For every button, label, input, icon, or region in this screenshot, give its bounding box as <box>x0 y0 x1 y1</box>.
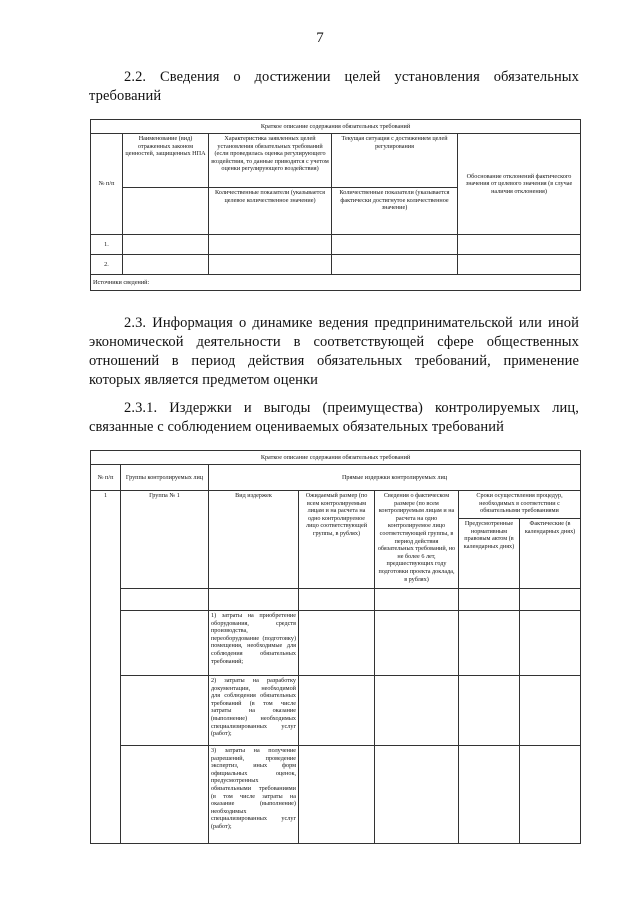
cell-empty <box>299 746 375 844</box>
section-2-3-line3: отношений в период действия обязательных требований, применение <box>89 353 579 369</box>
section-2-3-text <box>89 314 579 390</box>
cost-item-3: 3) затраты на получение разрешений, проведение экспертиз, иных форм официальных оценок, предусмотренных обязательными требованиями (в том числе затраты на оказание (выполнение) необходимых специализированных услуг (работ); <box>209 746 299 844</box>
col-deviation-reason: Обоснование отклонений фактического значения от целевого значения (в случае наличия отклонения) <box>458 134 581 235</box>
cell-empty <box>332 255 458 275</box>
col-direct-costs: Прямые издержки контролируемых лиц <box>209 465 581 491</box>
cost-item-2: 2) затраты на разработку документации, необходимой для соблюдения обязательных требований (в том числе затраты на оказание (выполнение) необходимых специализированных услуг (работ); <box>209 676 299 746</box>
section-2-2-title-line1: 2.2. Сведения о достижении целей установления обязательных <box>124 69 579 85</box>
col-name: Наименование (вид) отраженных законом ценностей, защищенных НПА <box>123 134 209 188</box>
col-characteristic: Характеристика заявленных целей установления обязательных требований (если проведилась оценка регулирующего воздействия, то данные приводятся с учетом оценки регулирующего воздействия) <box>209 134 332 188</box>
cell-empty <box>458 235 581 255</box>
cell-empty <box>299 676 375 746</box>
h-cost-kind: Вид издержек <box>209 491 299 589</box>
page-number: 7 <box>316 30 324 46</box>
col-current-situation: Текущая ситуация с достижением целей регулирования <box>332 134 458 188</box>
group-1: Группа № 1 <box>121 491 209 589</box>
cell-empty <box>375 746 459 844</box>
cell-empty <box>299 589 375 611</box>
sources-row: Источники сведений: <box>91 275 581 291</box>
section-2-3-line1: 2.3. Информация о динамике ведения предпринимательской или иной <box>124 315 579 331</box>
cell-empty <box>459 676 520 746</box>
h-expected-size: Ожидаемый размер (по всем контролируемым лицам и на расчета на одно контролируемое лицо соответствующей группы, в рублях) <box>299 491 375 589</box>
cell-empty <box>520 611 581 676</box>
cell-empty <box>123 235 209 255</box>
section-2-3-1-text <box>89 399 579 437</box>
table-2-2 <box>90 119 581 291</box>
sub-target: Количественные показатели (указывается целевое количественное значение) <box>209 188 332 235</box>
section-2-2-title <box>124 68 579 87</box>
h-actual-days: Фактические (в календарных днях) <box>520 519 581 589</box>
h-actual-size: Сведения о фактическом размере (по всем контролируемым лицам и на расчета на одно контролируемое лицо соответствующей группы, в период действия обязательных требований, но не более 6 лет, предшествующих году подготовки проекта доклада, в рублях) <box>375 491 459 589</box>
cell-empty <box>209 255 332 275</box>
cell-empty <box>299 611 375 676</box>
cell-empty <box>209 235 332 255</box>
cell-empty <box>375 611 459 676</box>
col-groups: Группы контролируемых лиц <box>121 465 209 491</box>
cell-empty <box>375 589 459 611</box>
cell-empty <box>459 746 520 844</box>
col-num: № п/п <box>91 465 121 491</box>
cell-empty <box>209 589 299 611</box>
cell-empty <box>459 589 520 611</box>
col-num: № п/п <box>91 134 123 235</box>
sub-fact: Количественные показатели (указывается фактически достигнутое количественное значение) <box>332 188 458 235</box>
cell-empty <box>520 676 581 746</box>
cell-empty <box>459 611 520 676</box>
h-terms: Сроки осуществления процедур, необходимых в соответствии с обязательными требованиями <box>459 491 581 519</box>
cell-empty <box>123 255 209 275</box>
row-number: 1. <box>91 235 123 255</box>
cell-empty <box>121 676 209 746</box>
cell-empty <box>375 676 459 746</box>
section-2-3-1-line1: 2.3.1. Издержки и выгоды (преимущества) контролируемых лиц, <box>124 400 579 416</box>
cell-empty <box>121 611 209 676</box>
cell-empty <box>123 188 209 235</box>
cell-empty <box>121 589 209 611</box>
h-normative-days: Предусмотренные нормативным правовым актом (в календарных днях) <box>459 519 520 589</box>
row-number: 1 <box>91 491 121 844</box>
cell-empty <box>121 746 209 844</box>
section-2-3-line4: которых является предметом оценки <box>89 372 319 388</box>
table-2-2-header: Краткое описание содержания обязательных требований <box>91 120 581 134</box>
cell-empty <box>520 746 581 844</box>
section-2-2-title-line2: требований <box>89 88 162 104</box>
cell-empty <box>332 235 458 255</box>
section-2-3-1-line2: связанные с соблюдением оцениваемых обязательных требований <box>89 419 505 435</box>
table-2-3-1-header: Краткое описание содержания обязательных требований <box>91 451 581 465</box>
cell-empty <box>520 589 581 611</box>
cost-item-1: 1) затраты на приобретение оборудования, средств производства, переоборудование (подготовку) помещения, необходимые для соблюдения обязательных требований; <box>209 611 299 676</box>
row-number: 2. <box>91 255 123 275</box>
section-2-3-line2: экономической деятельности в соответствующей сфере общественных <box>89 334 579 350</box>
cell-empty <box>458 255 581 275</box>
table-2-3-1 <box>90 450 581 844</box>
